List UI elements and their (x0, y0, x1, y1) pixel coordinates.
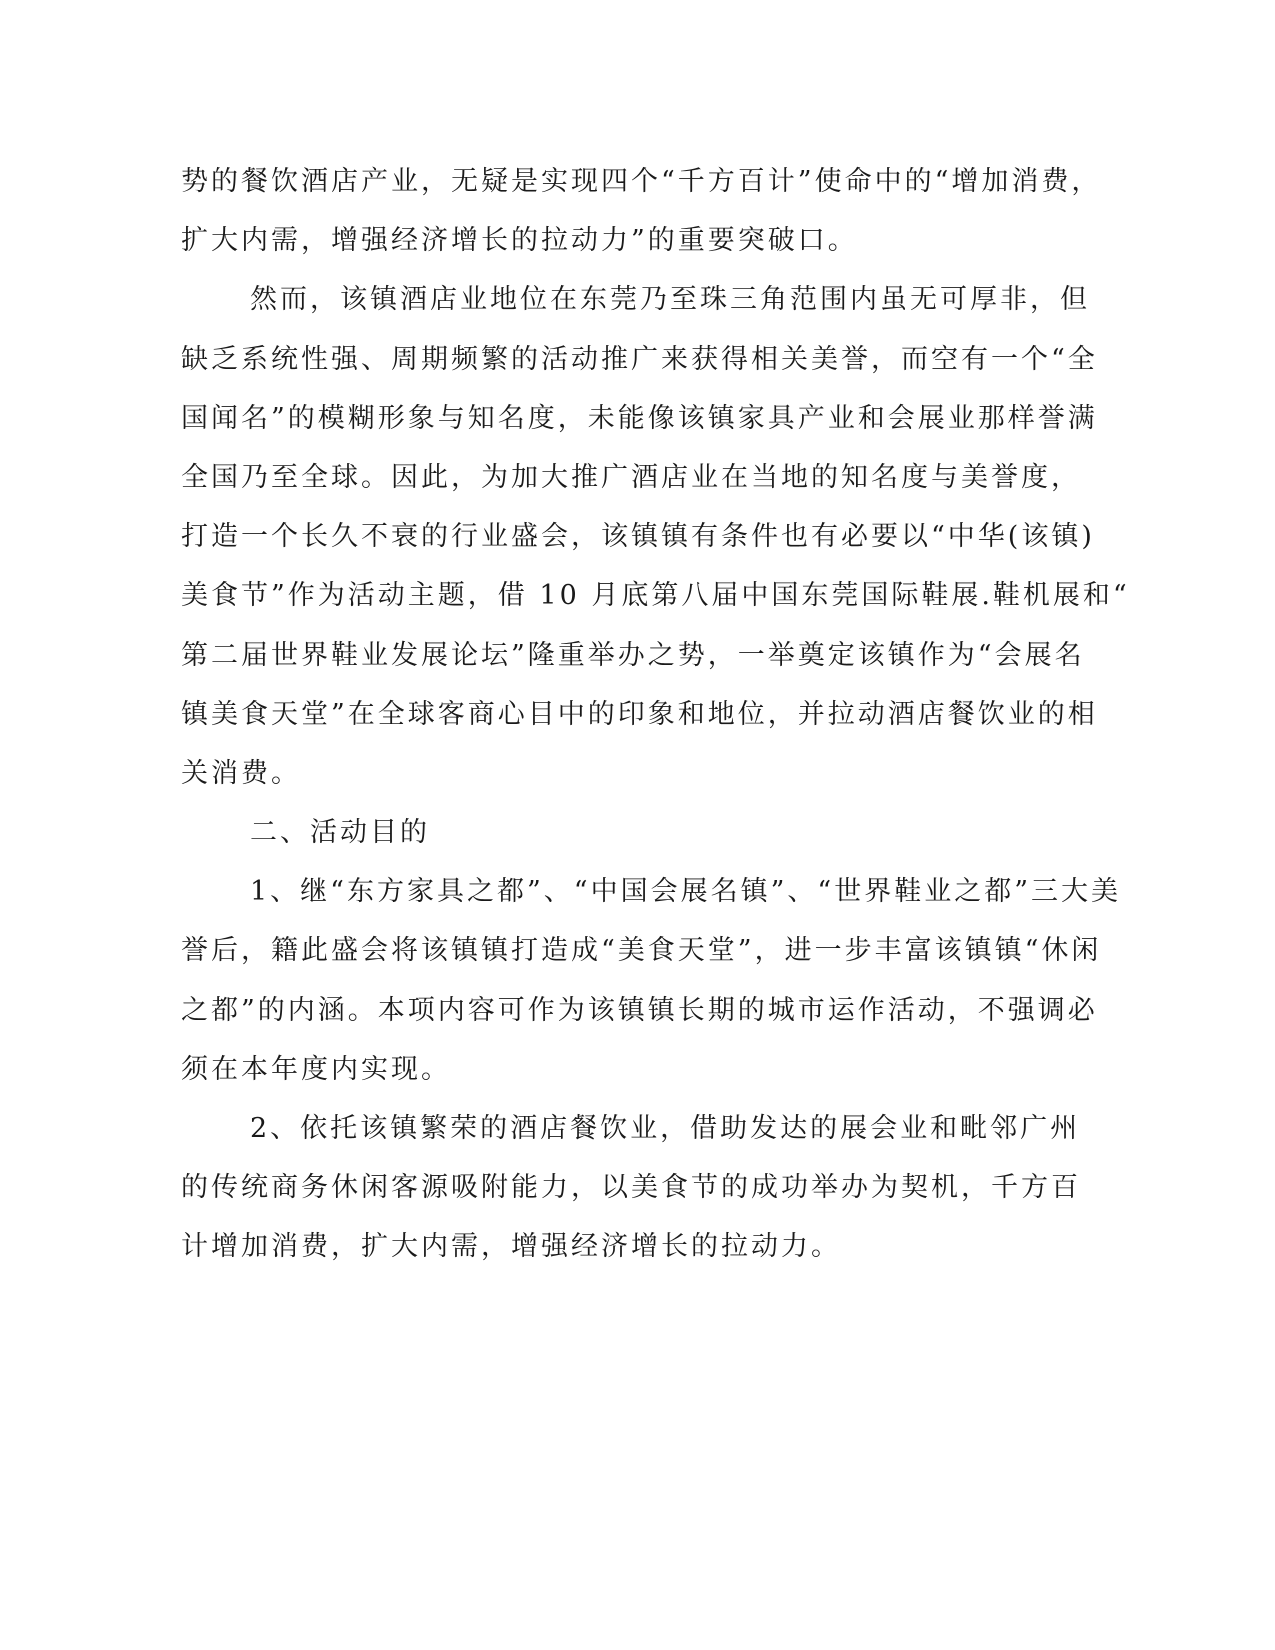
paragraph-line: 2、依托该镇繁荣的酒店餐饮业，借助发达的展会业和毗邻广州 (250, 1113, 1081, 1144)
paragraph-line: 计增加消费，扩大内需，增强经济增长的拉动力。 (181, 1231, 841, 1263)
document-body (181, 152, 1130, 1277)
paragraph-line: 缺乏系统性强、周期频繁的活动推广来获得相关美誉，而空有一个“全 (181, 343, 1098, 375)
paragraph-line: 镇美食天堂”在全球客商心目中的印象和地位，并拉动酒店餐饮业的相 (181, 698, 1098, 730)
paragraph-line: 誉后，籍此盛会将该镇镇打造成“美食天堂”，进一步丰富该镇镇“休闲 (181, 935, 1102, 967)
paragraph-line: 全国乃至全球。因此，为加大推广酒店业在当地的知名度与美誉度， (181, 461, 1081, 493)
paragraph-line: 关消费。 (181, 757, 301, 789)
paragraph-line: 势的餐饮酒店产业，无疑是实现四个“千方百计”使命中的“增加消费， (181, 166, 1102, 197)
paragraph-line: 1、继“东方家具之都”、“中国会展名镇”、“世界鞋业之都”三大美 (250, 876, 1121, 908)
paragraph-line: 之都”的内涵。本项内容可作为该镇镇长期的城市运作活动，不强调必 (181, 994, 1098, 1026)
paragraph-line: 须在本年度内实现。 (181, 1053, 451, 1085)
paragraph-line: 扩大内需，增强经济增长的拉动力”的重要突破口。 (181, 225, 858, 257)
paragraph-line: 第二届世界鞋业发展论坛”隆重举办之势，一举奠定该镇作为“会展名 (181, 639, 1085, 671)
paragraph-line: 的传统商务休闲客源吸附能力，以美食节的成功举办为契机，千方百 (181, 1172, 1081, 1204)
paragraph-line: 打造一个长久不衰的行业盛会，该镇镇有条件也有必要以“中华(该镇) (181, 521, 1095, 553)
paragraph-line: 美食节”作为活动主题，借 10 月底第八届中国东莞国际鞋展.鞋机展和“ (181, 580, 1130, 612)
paragraph-line: 然而，该镇酒店业地位在东莞乃至珠三角范围内虽无可厚非，但 (250, 284, 1090, 316)
paragraph-line: 国闻名”的模糊形象与知名度，未能像该镇家具产业和会展业那样誉满 (181, 402, 1098, 434)
section-heading: 二、活动目的 (250, 817, 430, 849)
